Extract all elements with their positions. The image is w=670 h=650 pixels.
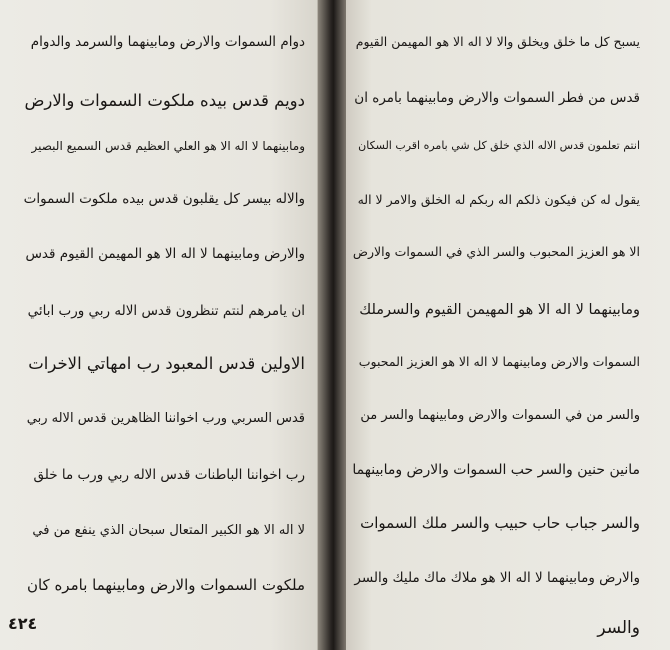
right_page-line: مانين حنين والسر حب السموات والارض ومابينهما [352,462,640,478]
right_page-line: السموات والارض ومابينهما لا اله الا هو العزيز المحبوب [358,354,640,369]
right_page-line: والسر [597,618,640,638]
left_page-line: لا اله الا هو الكبير المتعال سبحان الذي ينفع من في [32,523,305,538]
left_page-line: والارض ومابينهما لا اله الا هو المهيمن القيوم قدس [25,246,305,262]
left_page-line: دويم قدس بيده ملكوت السموات والارض [24,91,305,110]
right_page-line: قدس من فطر السموات والارض ومابينهما بامره ان [354,90,640,106]
right_page-line: والسر جباب حاب حبيب والسر ملك السموات [360,514,640,532]
left_page-line: رب اخواننا الباطنات قدس الاله ربي ورب ما خلق [33,467,305,483]
left_page-line: دوام السموات والارض ومابينهما والسرمد والدوام [30,34,305,50]
right_page-line: ومابينهما لا اله الا هو المهيمن القيوم والسرملك [359,302,640,318]
left-page [0,0,318,650]
left_page-line: ملكوت السموات والارض ومابينهما بامره كان [26,576,305,594]
page-number: ٤٢٤ [8,614,38,633]
right_page-line: يقول له كن فيكون ذلكم اله ربكم له الخلق والامر لا اله [357,192,640,207]
right_page-line: الا هو العزيز المحبوب والسر الذي في السموات والارض [352,244,640,259]
left_page-line: قدس السربي ورب اخواننا الظاهرين قدس الاله ربي [26,411,305,426]
left-page-text [0,0,317,650]
left_page-line: والاله بيسر كل يقلبون قدس بيده ملكوت السموات [23,191,305,207]
book-gutter [318,0,346,650]
right_page-line: والارض ومابينهما لا اله الا هو ملاك ماك مليك والسر [354,570,640,586]
right_page-line: يسبح كل ما خلق ويخلق والا لا اله الا هو المهيمن القيوم [355,34,640,49]
left_page-line: الاولين قدس المعبود رب امهاتي الاخرات [28,354,305,373]
right_page-line: والسر من في السموات والارض ومابينهما والسر من [360,408,640,423]
right_page-line: انتم تعلمون قدس الاله الذي خلق كل شي بامره اقرب السكان [358,139,640,152]
left_page-line: ومابينهما لا اله الا هو العلي العظيم قدس السميع البصير [31,139,305,153]
left_page-line: ان يامرهم لنتم تنظرون قدس الاله ربي ورب ابائي [27,303,305,319]
right-page-text [346,0,670,650]
right-page [346,0,670,650]
